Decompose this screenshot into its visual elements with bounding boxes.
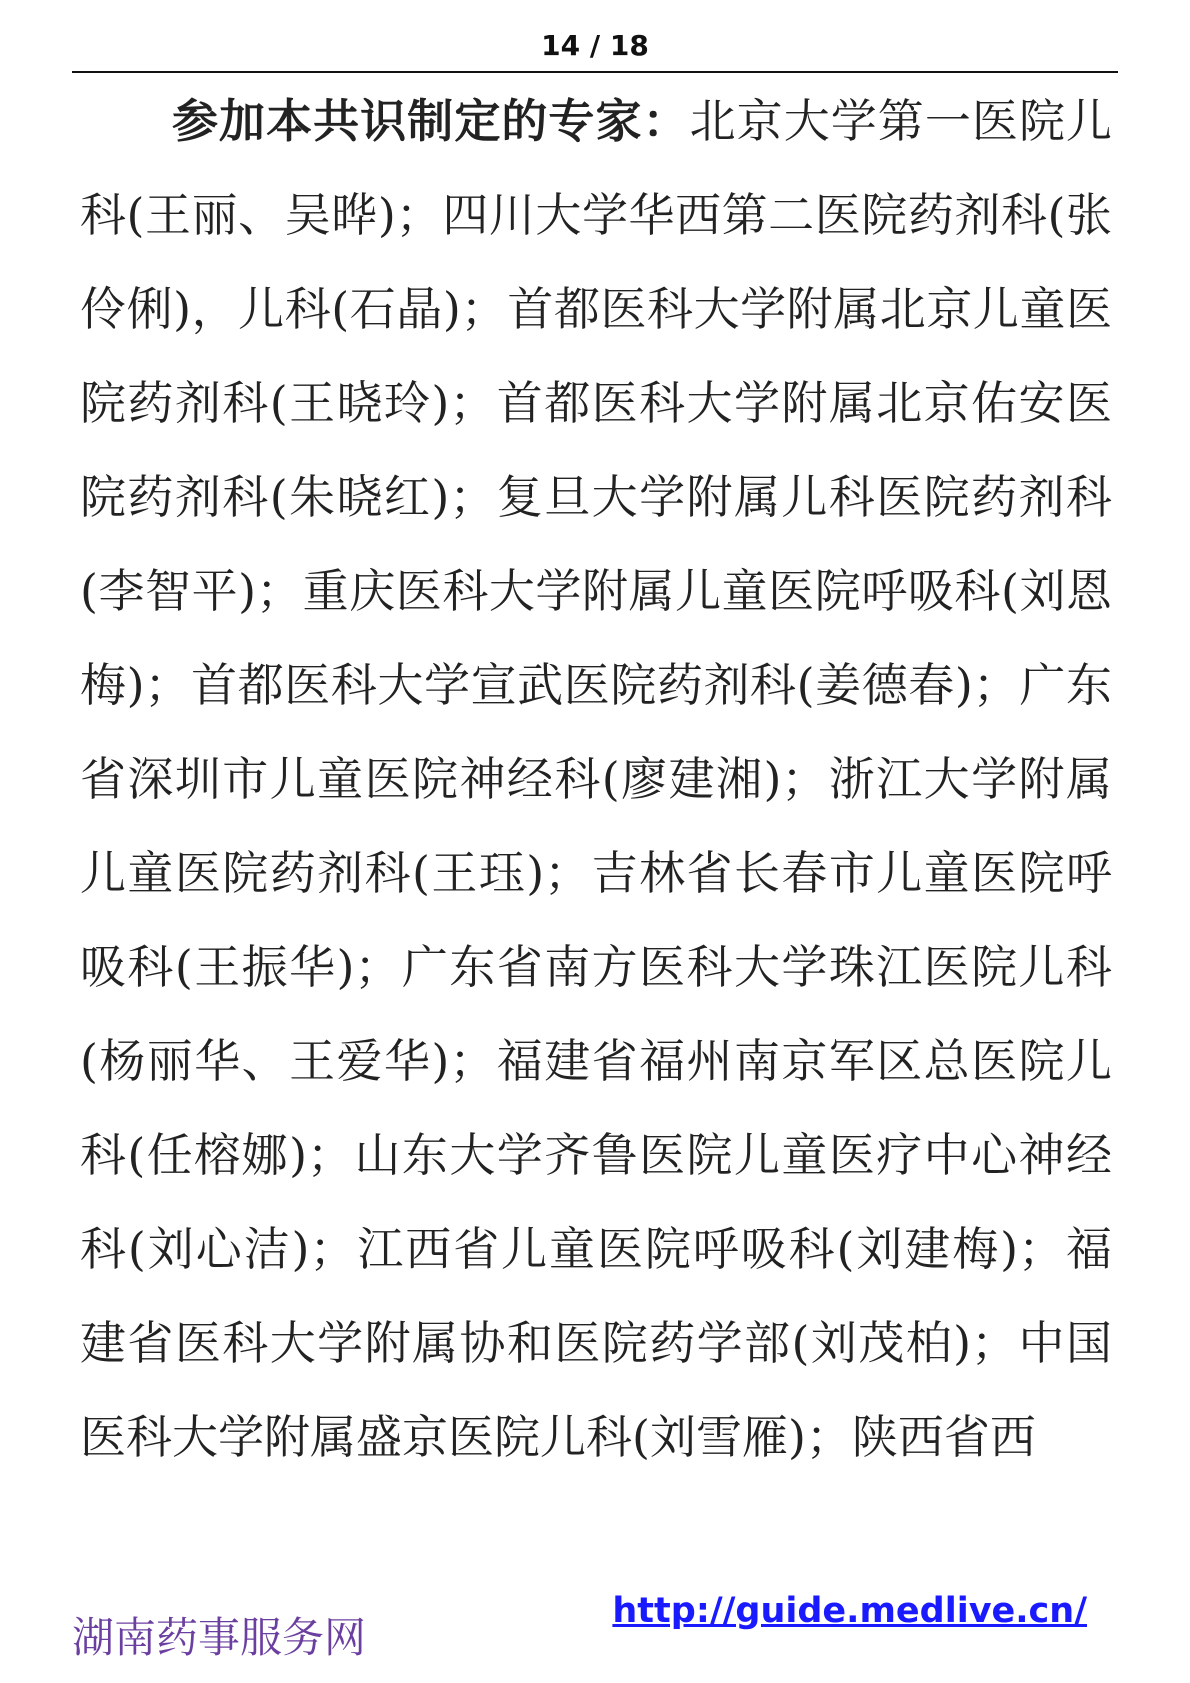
page-number: 14 / 18 [541,29,649,62]
expert-list-paragraph [80,74,1112,1484]
expert-list-lead-in: 参加本共识制定的专家： [172,94,690,148]
site-name: 湖南药事服务网 [72,1613,367,1662]
expert-list-text: 北京大学第一医院儿科(王丽、吴晔)；四川大学华西第二医院药剂科(张伶俐)，儿科(石晶)；首都医科大学附属北京儿童医院药剂科(王晓玲)；首都医科大学附属北京佑安医院药剂科(朱晓红)；复旦大学附属儿科医院药剂科(李智平)；重庆医科大学附属儿童医院呼吸科(刘恩梅)；首都医科大学宣武医院药剂科(姜德春)；广东省深圳市儿童医院神经科(廖建湘)；浙江大学附属儿童医院药剂科(王珏)；吉林省长春市儿童医院呼吸科(王振华)；广东省南方医科大学珠江医院儿科(杨丽华、王爱华)；福建省福州南京军区总医院儿科(任榕娜)；山东大学齐鲁医院儿童医疗中心神经科(刘心洁)；江西省儿童医院呼吸科(刘建梅)；福建省医科大学附属协和医院药学部(刘茂柏)；中国医科大学附属盛京医院儿科(刘雪雁)；陕西省西 [80,94,1113,1464]
header-rule [72,71,1118,73]
site-link[interactable]: http://guide.medlive.cn/ [612,1591,1087,1631]
